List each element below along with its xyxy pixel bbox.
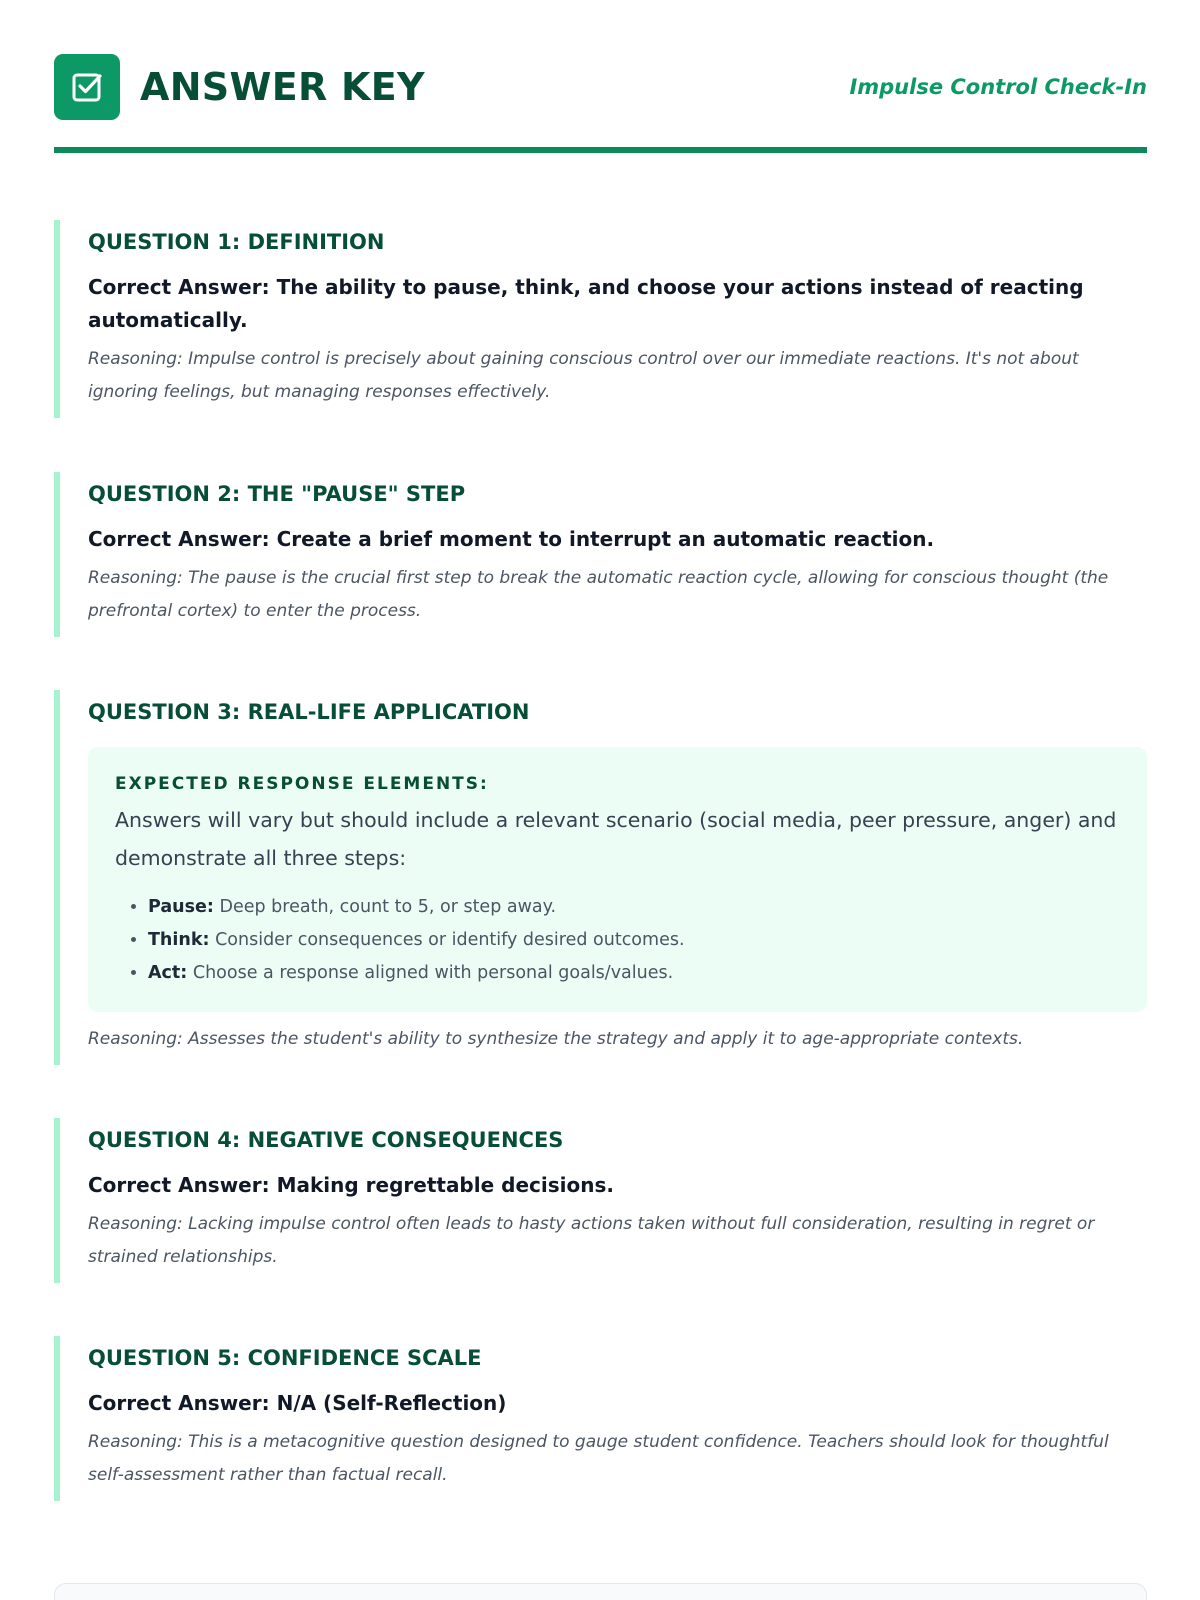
reasoning-text: Reasoning: Impulse control is precisely about gaining conscious control over our immediate reactions. It's not about ignoring feelings, but managing responses effectively. bbox=[88, 349, 1079, 402]
correct-answer: Correct Answer: The ability to pause, think, and choose your actions instead of reacting automatically. bbox=[88, 275, 1084, 332]
question-title: QUESTION 5: CONFIDENCE SCALE bbox=[88, 1346, 482, 1370]
question-block-3 bbox=[54, 690, 1147, 1065]
page-header bbox=[54, 54, 1147, 120]
footer-card bbox=[54, 1583, 1147, 1600]
question-title: QUESTION 1: DEFINITION bbox=[88, 230, 385, 254]
page-title: ANSWER KEY bbox=[140, 65, 425, 109]
expected-response-panel bbox=[88, 747, 1147, 1012]
list-item bbox=[148, 924, 1119, 957]
question-title: QUESTION 4: NEGATIVE CONSEQUENCES bbox=[88, 1128, 564, 1152]
reasoning-text: Reasoning: The pause is the crucial first step to break the automatic reaction cycle, allowing for conscious thought (the prefrontal cortex) to enter the process. bbox=[88, 568, 1109, 621]
question-block-2 bbox=[54, 472, 1147, 637]
steps-list bbox=[115, 891, 1119, 990]
step-term: Act: bbox=[148, 963, 188, 983]
correct-answer: Correct Answer: Create a brief moment to interrupt an automatic reaction. bbox=[88, 527, 935, 551]
step-description: Deep breath, count to 5, or step away. bbox=[219, 897, 557, 917]
logo-badge bbox=[54, 54, 120, 120]
step-term: Think: bbox=[148, 930, 210, 950]
reasoning-text: Reasoning: This is a metacognitive question designed to gauge student confidence. Teachers should look for thoughtful self-assessment rather than factual recall. bbox=[88, 1432, 1109, 1485]
step-term: Pause: bbox=[148, 897, 214, 917]
question-title: QUESTION 2: THE "PAUSE" STEP bbox=[88, 482, 466, 506]
header-divider bbox=[54, 147, 1147, 153]
step-description: Choose a response aligned with personal goals/values. bbox=[192, 963, 674, 983]
page-subtitle: Impulse Control Check-In bbox=[849, 75, 1147, 99]
correct-answer: Correct Answer: Making regrettable decisions. bbox=[88, 1173, 614, 1197]
expected-response-label: EXPECTED RESPONSE ELEMENTS: bbox=[115, 774, 489, 794]
expected-response-text: Answers will vary but should include a relevant scenario (social media, peer pressure, anger) and demonstrate all three steps: bbox=[115, 808, 1117, 870]
correct-answer: Correct Answer: N/A (Self-Reflection) bbox=[88, 1391, 507, 1415]
reasoning-text: Reasoning: Assesses the student's ability to synthesize the strategy and apply it to age-appropriate contexts. bbox=[88, 1029, 1024, 1049]
checkbox-icon bbox=[70, 70, 104, 104]
list-item bbox=[148, 957, 1119, 990]
question-block-4 bbox=[54, 1118, 1147, 1283]
question-block-1 bbox=[54, 220, 1147, 418]
question-title: QUESTION 3: REAL-LIFE APPLICATION bbox=[88, 700, 530, 724]
question-block-5 bbox=[54, 1336, 1147, 1501]
step-description: Consider consequences or identify desired outcomes. bbox=[215, 930, 685, 950]
list-item bbox=[148, 891, 1119, 924]
reasoning-text: Reasoning: Lacking impulse control often leads to hasty actions taken without full consideration, resulting in regret or strained relationships. bbox=[88, 1214, 1095, 1267]
